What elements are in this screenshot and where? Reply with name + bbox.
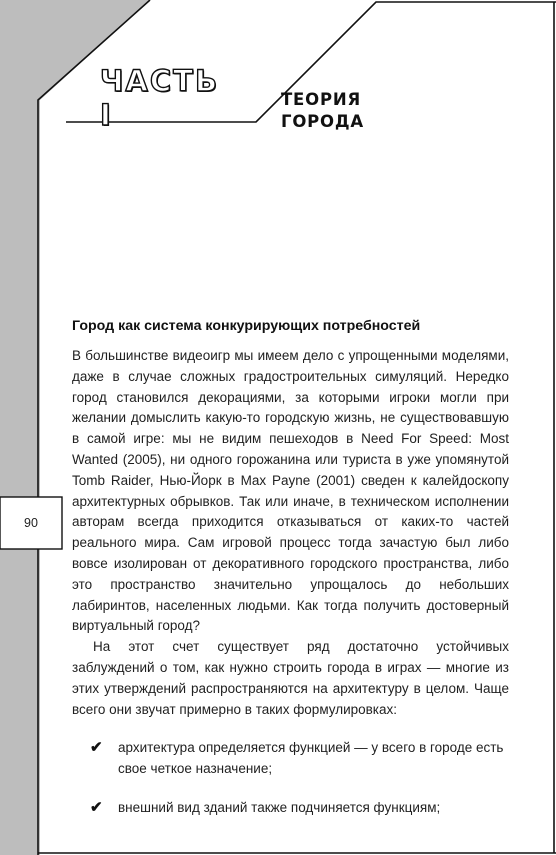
paragraph: На этот счет существует ряд достаточно устойчивых заблуждений о том, как нужно строить города в играх — многие из этих утверждений распространяются на архитектуру в целом. Чаще всего они звучат примерно в таких формулировках: (72, 639, 509, 717)
part-label: ЧАСТЬ I (100, 64, 220, 132)
part-title-line: ТЕОРИЯ (281, 90, 361, 109)
page-number: 90 (24, 516, 38, 530)
checkmark-icon: ✔ (90, 798, 103, 816)
list-item-text: архитектура определяется функцией — у всего в городе есть свое четкое назначение; (118, 740, 504, 777)
bullet-list (72, 738, 509, 818)
paragraph: В большинстве видеоигр мы имеем дело с упрощенными моделями, даже в случае сложных градостроительных симуляций. Нередко город становился декорациями, за которыми игроки могли при желании домыслить какую-то городскую жизнь, не существовавшую в самой игре: мы не видим пешеходов в Need For Speed: Most Wanted (2005), ни одного горожанина или туриста в уже упомянутой Tomb Raider, Нью-Йорк в Max Payne (2001) сведен к калейдоскопу архитектурных обрывков. Так или иначе, в техническом исполнении авторам всегда приходится отказываться от каких-то частей реального мира. Сам игровой процесс тогда зачастую был либо вовсе изолирован от декоративного городского пространства, либо это пространство значительно упрощалось до небольших лабиринтов, населенных людьми. Как тогда получить достоверный виртуальный город? (72, 348, 509, 634)
part-title-line: ГОРОДА (281, 112, 364, 131)
list-item (72, 798, 509, 819)
body-content (72, 316, 509, 837)
part-title (281, 89, 411, 133)
list-item (72, 738, 509, 780)
list-item-text: внешний вид зданий также подчиняется функциям; (118, 799, 441, 815)
checkmark-icon: ✔ (90, 739, 103, 757)
section-heading: Город как система конкурирующих потребностей (72, 318, 421, 334)
